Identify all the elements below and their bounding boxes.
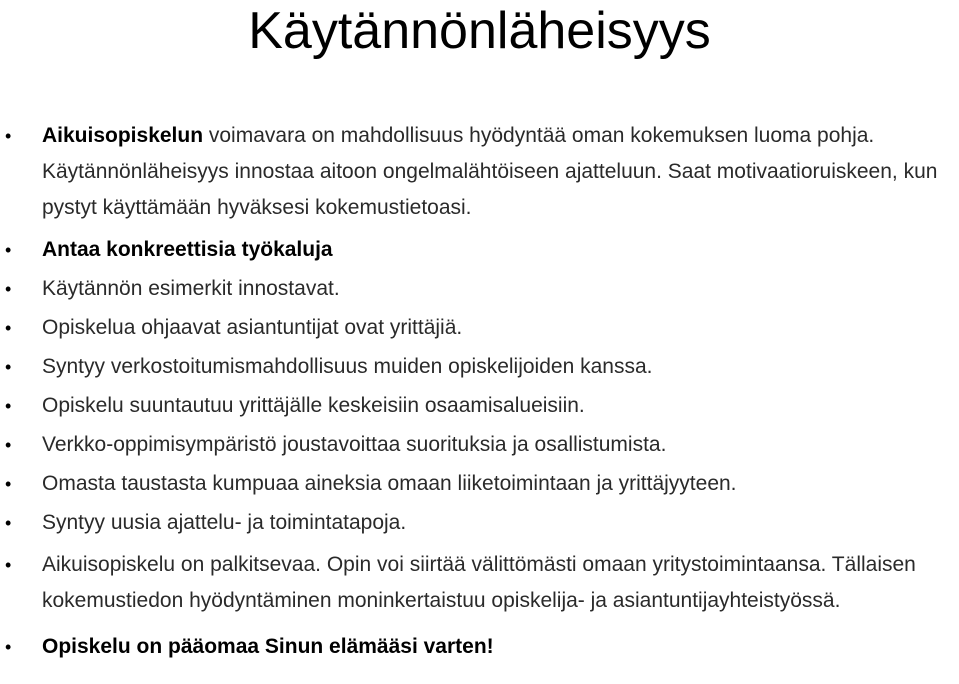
item-text: Syntyy verkostoitumismahdollisuus muiden opiskelijoiden kanssa. <box>42 355 653 378</box>
bullet-icon: • <box>5 555 12 575</box>
bullet-icon: • <box>5 637 12 657</box>
bullet-icon: • <box>5 396 12 416</box>
list-item <box>0 547 959 619</box>
list-item <box>0 388 959 424</box>
bullet-icon: • <box>5 279 12 299</box>
list-item <box>0 118 959 226</box>
item-text: Käytännön esimerkit innostavat. <box>42 277 340 300</box>
bullet-icon: • <box>5 513 12 533</box>
bullet-icon: • <box>5 357 12 377</box>
item-strong: Aikuisopiskelun <box>42 124 204 147</box>
list-item <box>0 629 959 665</box>
list-item <box>0 232 959 268</box>
list-item <box>0 505 959 541</box>
list-item <box>0 466 959 502</box>
list-item <box>0 349 959 385</box>
bullet-icon: • <box>5 474 12 494</box>
bullet-icon: • <box>5 318 12 338</box>
item-text: Omasta taustasta kumpuaa aineksia omaan liiketoimintaan ja yrittäjyyteen. <box>42 472 737 495</box>
item-text: voimavara on mahdollisuus hyödyntää oman kokemuksen luoma pohja. Käytännönläheisyys innostaa aitoon ongelmalähtöiseen ajatteluun. Saat motivaatioruiskeen, kun pystyt käyttämään hyväksesi kokemustietoasi. <box>42 124 938 219</box>
bullet-icon: • <box>5 126 12 146</box>
list-item <box>0 310 959 346</box>
list-item <box>0 427 959 463</box>
item-text: Opiskelu suuntautuu yrittäjälle keskeisiin osaamisalueisiin. <box>42 394 585 417</box>
list-item <box>0 271 959 307</box>
item-strong: Opiskelu on pääomaa Sinun elämääsi varten! <box>42 635 494 658</box>
bullet-list <box>0 118 959 665</box>
item-strong: Antaa konkreettisia työkaluja <box>42 238 333 261</box>
item-text: Verkko-oppimisympäristö joustavoittaa suorituksia ja osallistumista. <box>42 433 667 456</box>
bullet-icon: • <box>5 435 12 455</box>
item-text: Aikuisopiskelu on palkitsevaa. Opin voi siirtää välittömästi omaan yritystoimintaansa. Tällaisen kokemustiedon hyödyntäminen moninkertaistuu opiskelija- ja asiantuntijayhteistyössä. <box>42 553 916 612</box>
item-text: Syntyy uusia ajattelu- ja toimintatapoja. <box>42 511 407 534</box>
bullet-icon: • <box>5 240 12 260</box>
slide-title: Käytännönläheisyys <box>248 2 711 60</box>
item-text: Opiskelua ohjaavat asiantuntijat ovat yrittäjiä. <box>42 316 463 339</box>
